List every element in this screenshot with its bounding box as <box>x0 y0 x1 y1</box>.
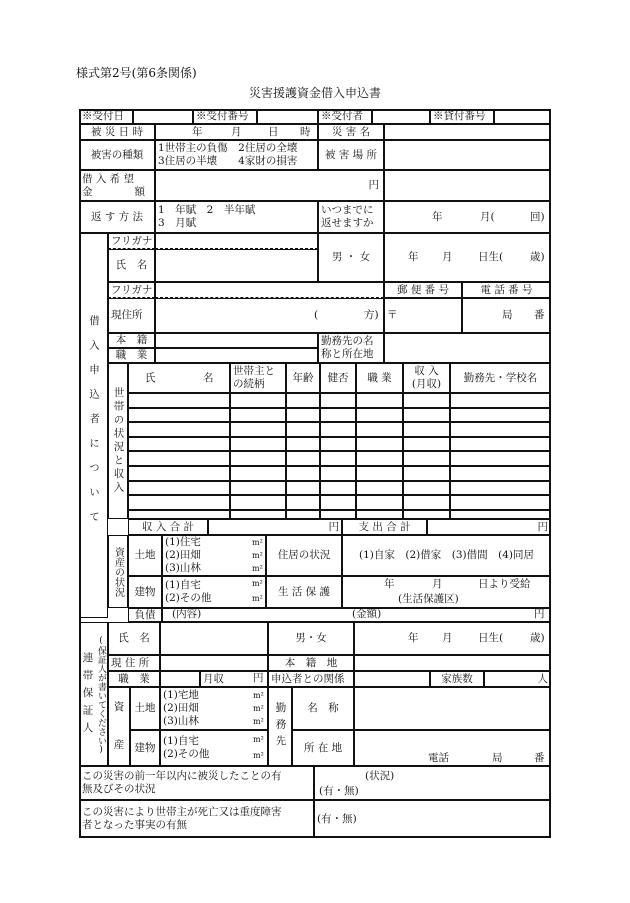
workplace-label <box>318 333 384 363</box>
household-row-4-health[interactable] <box>320 437 356 452</box>
household-row-5-name[interactable] <box>128 451 230 466</box>
disaster-hour-unit: 時 <box>300 126 311 138</box>
household-row-4-income[interactable] <box>403 437 450 452</box>
guarantor-note: (保証人が書いてください) <box>96 635 106 755</box>
household-row-8-job[interactable] <box>356 495 403 510</box>
honseki-label: 本 籍 <box>108 333 155 348</box>
guarantor-work-address-field[interactable] <box>354 730 551 766</box>
expense-total-field[interactable] <box>427 519 551 535</box>
welfare-district: (生活保護区) <box>398 593 459 605</box>
guarantor-family-label: 家族数 <box>430 671 484 687</box>
workplace-field[interactable] <box>384 333 551 363</box>
household-col-relation-2: の続柄 <box>233 378 265 390</box>
household-row-6-relation[interactable] <box>230 466 286 481</box>
phone-unit-ban: 番 <box>534 309 545 321</box>
household-row-2-relation[interactable] <box>230 408 286 423</box>
current-address-label: 現住所 <box>108 298 155 333</box>
household-row-9-work[interactable] <box>450 510 551 519</box>
phone-unit-kyoku: 局 <box>502 309 513 321</box>
household-row-6-job[interactable] <box>356 466 403 481</box>
debt-content: (内容) <box>172 608 202 620</box>
address-furigana-label: フリガナ <box>108 282 155 298</box>
sqm-unit-1: m² <box>252 538 263 547</box>
welfare-day: 日より受給 <box>478 578 531 590</box>
assets-land-item-1: (1)住宅 <box>165 536 201 548</box>
repay-until-label-2: 返せますか <box>321 217 374 229</box>
debt-label: 負債 <box>128 608 162 622</box>
household-side-label: 世帯の状況と収入 <box>108 363 128 519</box>
repay-until-label <box>318 201 384 233</box>
guarantor-phone-ban: 番 <box>534 752 545 764</box>
guarantor-land-label: 土地 <box>130 687 160 730</box>
household-row-6-work[interactable] <box>450 466 551 481</box>
applicant-name-field[interactable] <box>155 249 318 282</box>
household-col-name-1: 氏 <box>145 372 156 384</box>
household-row-1-job[interactable] <box>356 393 403 408</box>
household-row-7-income[interactable] <box>403 481 450 496</box>
household-col-health: 健否 <box>320 363 356 393</box>
sqm-unit-4: m² <box>252 579 263 588</box>
workplace-label-2: 称と所在地 <box>321 348 374 360</box>
guarantor-land-item-3: (3)山林 <box>163 715 199 727</box>
household-row-2-name[interactable] <box>128 408 230 423</box>
assets-land-item-2: (2)田畑 <box>165 549 201 561</box>
household-col-relation-1: 世帯主と <box>233 365 275 377</box>
household-row-8-name[interactable] <box>128 495 230 510</box>
guarantor-birth-year: 年 <box>408 632 419 644</box>
household-row-3-income[interactable] <box>403 422 450 437</box>
housing-status-options[interactable]: (1)自家 (2)借家 (3)借間 (4)同居 <box>342 535 551 576</box>
applicant-section-label: 借入申込者について <box>79 233 108 618</box>
household-row-7-relation[interactable] <box>230 481 286 496</box>
assets-land-item-3: (3)山林 <box>165 562 201 574</box>
loan-amount-field[interactable] <box>155 170 384 201</box>
damage-place-field[interactable] <box>384 140 551 170</box>
repay-count-unit: 回) <box>530 211 545 223</box>
guarantor-name-field[interactable] <box>160 622 268 655</box>
household-row-1-name[interactable] <box>128 393 230 408</box>
expense-total-label: 支 出 合 計 <box>342 519 427 535</box>
damage-place-label: 被 害 場 所 <box>318 140 384 170</box>
debt-unit: 円 <box>534 608 545 620</box>
household-row-3-health[interactable] <box>320 422 356 437</box>
guarantor-building-item-2: (2)その他 <box>163 748 210 760</box>
guarantor-land-item-1: (1)宅地 <box>163 689 199 701</box>
household-col-income-2: (月収) <box>411 378 442 390</box>
form-number: 様式第2号(第6条関係) <box>76 66 197 80</box>
current-address-field[interactable] <box>155 298 384 333</box>
reception-date-label: ※受付日 <box>79 109 133 124</box>
household-row-1-health[interactable] <box>320 393 356 408</box>
guarantor-asset-label-2: 産 <box>113 739 125 752</box>
repay-method-label: 返 す 方 法 <box>79 201 155 233</box>
household-col-income-1: 収 入 <box>414 365 439 377</box>
past-disaster-label <box>79 766 314 800</box>
household-row-9-health[interactable] <box>320 510 356 519</box>
repay-month-unit: 月( <box>480 211 495 223</box>
repay-method-options[interactable] <box>155 201 318 233</box>
loan-amount-unit: 円 <box>368 179 379 191</box>
reception-number-label: ※受付番号 <box>193 109 257 124</box>
guarantor-side-area <box>79 622 108 766</box>
income-total-field[interactable] <box>208 519 342 535</box>
occupation-label: 職 業 <box>108 348 155 363</box>
guarantor-building-items[interactable] <box>160 730 268 766</box>
sqm-unit-3: m² <box>252 564 263 573</box>
guarantor-birth-field[interactable] <box>354 622 551 655</box>
postal-mark: 〒 <box>387 309 398 321</box>
household-row-9-name[interactable] <box>128 510 230 519</box>
household-row-5-relation[interactable] <box>230 451 286 466</box>
loan-amount-label-1: 借 入 希 望 <box>82 172 135 185</box>
household-row-8-relation[interactable] <box>230 495 286 510</box>
form-title: 災害援護資金借入申込書 <box>248 86 381 100</box>
household-row-5-health[interactable] <box>320 451 356 466</box>
household-row-6-health[interactable] <box>320 466 356 481</box>
household-col-name-2: 名 <box>203 372 214 384</box>
guarantor-land-items[interactable] <box>160 687 268 730</box>
guarantor-family-field[interactable] <box>484 671 551 687</box>
address-paren-open: ( <box>314 309 319 321</box>
household-col-age: 年齢 <box>286 363 320 393</box>
household-row-4-name[interactable] <box>128 437 230 452</box>
repay-option-line-1: 1 年賦 2 半年賦 <box>158 204 256 216</box>
guarantor-side-label: 連帯保証人 <box>81 652 94 740</box>
applicant-name-label: 氏 名 <box>108 249 155 282</box>
disaster-name-field[interactable] <box>384 124 551 140</box>
applicant-birth-month: 月 <box>442 251 453 263</box>
repay-until-field[interactable] <box>384 201 551 233</box>
guarantor-asset-label-1: 資 <box>113 700 125 713</box>
household-row-7-name[interactable] <box>128 481 230 496</box>
damage-type-label: 被害の種類 <box>79 140 155 170</box>
household-row-7-job[interactable] <box>356 481 403 496</box>
household-row-3-job[interactable] <box>356 422 403 437</box>
postal-code-label: 郵 便 番 号 <box>384 282 462 298</box>
household-row-3-relation[interactable] <box>230 422 286 437</box>
assets-land-items[interactable] <box>162 535 266 576</box>
loan-amount-label-2: 金 額 <box>82 185 145 198</box>
guarantor-family-unit: 人 <box>537 672 548 685</box>
guarantor-birth-age: 歳) <box>530 632 545 644</box>
guarantor-birth-day: 日生( <box>478 632 504 644</box>
guarantor-honseki-label: 本 籍 地 <box>268 655 354 671</box>
assets-side-label: 資産の状況 <box>108 535 128 608</box>
income-total-unit: 円 <box>328 520 339 533</box>
workplace-label-1: 勤務先の名 <box>321 335 374 347</box>
household-row-3-name[interactable] <box>128 422 230 437</box>
housing-status-label: 住居の状況 <box>266 535 342 576</box>
applicant-furigana-label: フリガナ <box>108 233 155 249</box>
guarantor-birth-month: 月 <box>442 632 453 644</box>
household-row-2-income[interactable] <box>403 408 450 423</box>
assets-building-item-1: (1)自宅 <box>165 579 201 591</box>
guarantor-occupation-label: 職 業 <box>108 671 160 687</box>
death-yes-no-field[interactable] <box>314 800 551 838</box>
household-row-8-income[interactable] <box>403 495 450 510</box>
household-row-6-income[interactable] <box>403 466 450 481</box>
sqm-unit-5: m² <box>252 594 263 603</box>
guarantor-work-name-field[interactable] <box>354 687 551 730</box>
loan-amount-label <box>79 170 155 201</box>
guarantor-work-name-label: 名 称 <box>292 687 354 730</box>
past-status-label: (状況) <box>365 770 395 782</box>
household-row-8-work[interactable] <box>450 495 551 510</box>
disaster-name-label: 災 害 名 <box>318 124 384 140</box>
repay-option-line-2: 3 月賦 <box>158 217 197 229</box>
expense-total-unit: 円 <box>537 520 548 533</box>
guarantor-name-label: 氏 名 <box>108 622 160 655</box>
receiver-label: ※受付者 <box>318 109 372 124</box>
past-disaster-field[interactable] <box>314 766 551 800</box>
guarantor-asset-label <box>108 687 130 766</box>
household-row-2-age[interactable] <box>286 408 320 423</box>
household-row-8-age[interactable] <box>286 495 320 510</box>
household-row-2-work[interactable] <box>450 408 551 423</box>
household-col-income <box>403 363 450 393</box>
guarantor-phone-kyoku: 局 <box>492 752 503 764</box>
household-row-1-income[interactable] <box>403 393 450 408</box>
household-row-1-work[interactable] <box>450 393 551 408</box>
damage-type-line-2: 3住居の半壊 4家財の損害 <box>158 155 298 167</box>
applicant-birth-age: 歳) <box>530 251 545 263</box>
disaster-year-unit: 年 <box>192 126 203 138</box>
welfare-year: 年 <box>384 578 395 590</box>
household-row-5-work[interactable] <box>450 451 551 466</box>
reception-date-field[interactable] <box>133 109 193 124</box>
household-row-1-relation[interactable] <box>230 393 286 408</box>
guarantor-occupation-field[interactable] <box>160 671 200 687</box>
g-sqm-4: m² <box>253 735 264 744</box>
phone-number-label: 電 話 番 号 <box>462 282 551 298</box>
household-row-9-job[interactable] <box>356 510 403 519</box>
guarantor-building-label: 建物 <box>130 730 160 766</box>
household-row-8-health[interactable] <box>320 495 356 510</box>
household-row-6-name[interactable] <box>128 466 230 481</box>
debt-amount: (金額) <box>352 608 382 620</box>
guarantor-relation-label: 申込者との関係 <box>268 671 354 687</box>
damage-type-line-1: 1世帯主の負傷 2住居の全壊 <box>158 142 298 154</box>
honseki-field[interactable] <box>155 333 318 348</box>
receiver-field[interactable] <box>372 109 430 124</box>
household-row-9-income[interactable] <box>403 510 450 519</box>
guarantor-honseki-field[interactable] <box>354 655 551 671</box>
applicant-birth-day: 日生( <box>478 251 504 263</box>
applicant-gender[interactable]: 男 ・ 女 <box>318 233 384 282</box>
address-furigana-field[interactable] <box>155 282 384 298</box>
guarantor-work-address-label: 所 在 地 <box>292 730 354 766</box>
disaster-date-label: 被 災 日 時 <box>79 124 155 140</box>
applicant-furigana-field[interactable] <box>155 233 318 249</box>
guarantor-phone-label: 電話 <box>428 752 449 764</box>
household-row-3-age[interactable] <box>286 422 320 437</box>
death-yes-no[interactable]: (有・無) <box>317 812 357 825</box>
sqm-unit-2: m² <box>252 551 263 560</box>
guarantor-address-field[interactable] <box>160 655 268 671</box>
assets-building-item-2: (2)その他 <box>165 592 212 604</box>
assets-land-label: 土地 <box>128 535 162 576</box>
damage-type-options[interactable] <box>155 140 318 170</box>
income-total-label: 収 入 合 計 <box>128 519 208 535</box>
guarantor-relation-field[interactable] <box>354 671 430 687</box>
household-row-5-job[interactable] <box>356 451 403 466</box>
g-sqm-1: m² <box>253 691 264 700</box>
household-row-2-job[interactable] <box>356 408 403 423</box>
g-sqm-5: m² <box>253 751 264 760</box>
household-row-9-relation[interactable] <box>230 510 286 519</box>
household-row-7-health[interactable] <box>320 481 356 496</box>
household-row-7-age[interactable] <box>286 481 320 496</box>
repay-year-unit: 年 <box>432 211 443 223</box>
loan-amount-blank <box>384 170 551 201</box>
household-row-4-job[interactable] <box>356 437 403 452</box>
applicant-birth-year: 年 <box>408 251 419 263</box>
past-disaster-label-1: この災害の前一年以内に被災したことの有 <box>82 770 282 782</box>
guarantor-monthly-label: 月収 <box>203 672 224 685</box>
household-row-4-work[interactable] <box>450 437 551 452</box>
loan-number-label: ※貸付番号 <box>430 109 494 124</box>
household-row-2-health[interactable] <box>320 408 356 423</box>
address-side-unit: 方) <box>364 309 379 321</box>
household-row-9-age[interactable] <box>286 510 320 519</box>
disaster-day-unit: 日 <box>268 126 279 138</box>
household-col-name <box>128 363 230 393</box>
past-disaster-label-2: 無及びその状況 <box>82 783 156 795</box>
g-sqm-2: m² <box>253 704 264 713</box>
household-row-5-age[interactable] <box>286 451 320 466</box>
death-label-2: 者となった事実の有無 <box>82 819 187 831</box>
household-row-6-age[interactable] <box>286 466 320 481</box>
guarantor-monthly-unit: 円 <box>253 672 264 684</box>
reception-number-field[interactable] <box>257 109 318 124</box>
guarantor-building-item-1: (1)自宅 <box>163 735 199 747</box>
guarantor-address-label: 現 住 所 <box>108 655 160 671</box>
death-label-1: この災害により世帯主が死亡又は重度障害 <box>82 806 282 818</box>
assets-building-label: 建物 <box>128 576 162 608</box>
repay-until-label-1: いつまでに <box>321 204 374 216</box>
death-disability-label <box>79 800 314 838</box>
loan-number-field[interactable] <box>494 109 551 124</box>
household-row-7-work[interactable] <box>450 481 551 496</box>
guarantor-work-label: 勤務先 <box>268 687 292 766</box>
household-row-4-relation[interactable] <box>230 437 286 452</box>
guarantor-gender[interactable]: 男・女 <box>268 622 354 655</box>
household-row-3-work[interactable] <box>450 422 551 437</box>
postal-code-field[interactable] <box>384 298 462 333</box>
occupation-field[interactable] <box>155 348 318 363</box>
assets-building-items[interactable] <box>162 576 266 608</box>
welfare-label: 生 活 保 護 <box>266 576 342 608</box>
household-col-job: 職 業 <box>356 363 403 393</box>
welfare-month: 月 <box>432 578 443 590</box>
household-row-4-age[interactable] <box>286 437 320 452</box>
g-sqm-3: m² <box>253 717 264 726</box>
household-row-1-age[interactable] <box>286 393 320 408</box>
household-row-5-income[interactable] <box>403 451 450 466</box>
household-col-work: 勤務先・学校名 <box>450 363 551 393</box>
disaster-month-unit: 月 <box>231 126 242 138</box>
past-yes-no[interactable]: (有・無) <box>319 785 359 797</box>
guarantor-land-item-2: (2)田畑 <box>163 702 199 714</box>
household-col-relation <box>230 363 286 393</box>
